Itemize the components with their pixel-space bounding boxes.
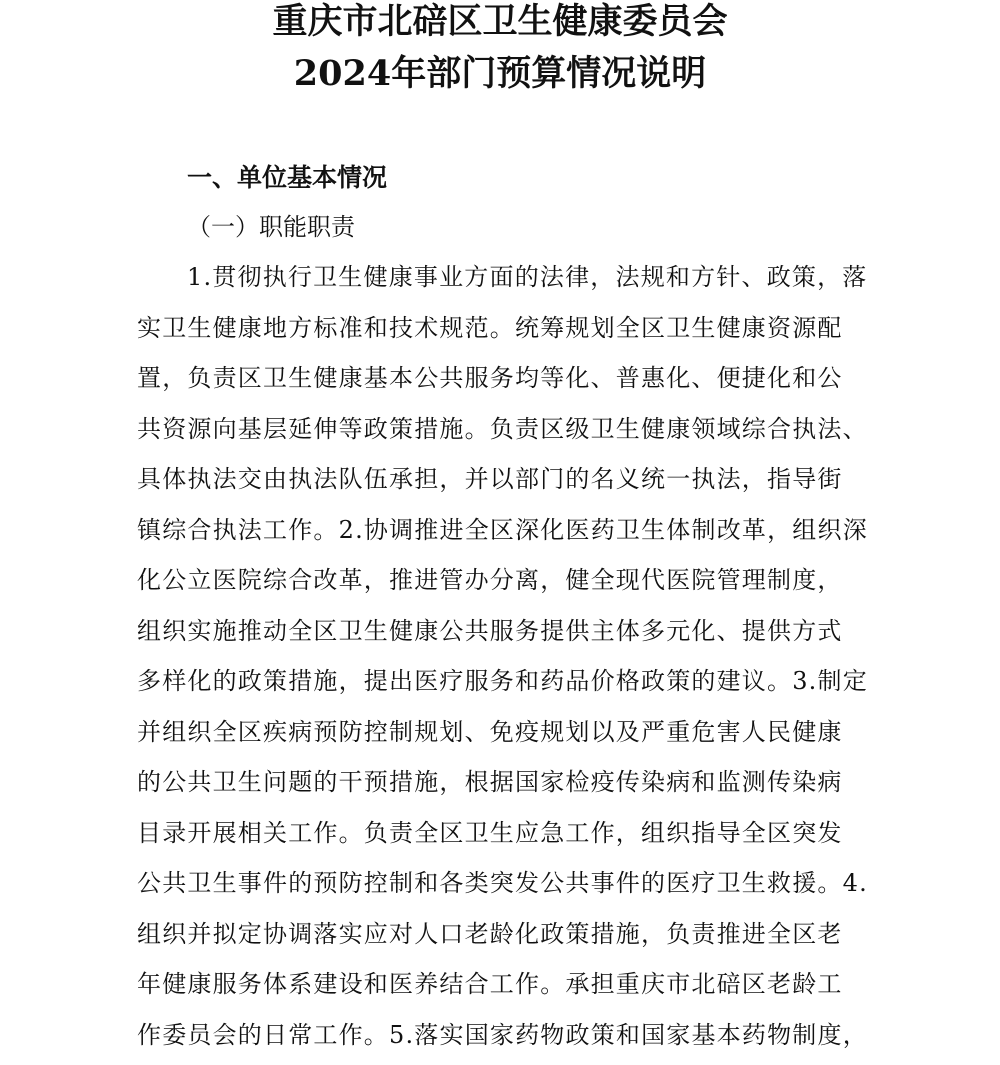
paragraph-body: [137, 257, 897, 1065]
paragraph-line: 镇综合执法工作。2.协调推进全区深化医药卫生体制改革，组织深: [137, 510, 897, 561]
paragraph-line: 共资源向基层延伸等政策措施。负责区级卫生健康领域综合执法、: [137, 409, 897, 460]
section-heading: 一、单位基本情况: [187, 160, 387, 196]
paragraph-line: 置，负责区卫生健康基本公共服务均等化、普惠化、便捷化和公: [137, 358, 897, 409]
paragraph-line: 1.贯彻执行卫生健康事业方面的法律，法规和方针、政策，落: [137, 257, 897, 308]
paragraph-line: 目录开展相关工作。负责全区卫生应急工作，组织指导全区突发: [137, 813, 897, 864]
document-title-line-2: 2024年部门预算情况说明: [0, 54, 1000, 94]
paragraph-line: 作委员会的日常工作。5.落实国家药物政策和国家基本药物制度，: [137, 1015, 897, 1065]
paragraph-line: 并组织全区疾病预防控制规划、免疫规划以及严重危害人民健康: [137, 712, 897, 763]
paragraph-line: 实卫生健康地方标准和技术规范。统筹规划全区卫生健康资源配: [137, 308, 897, 359]
paragraph-line: 化公立医院综合改革，推进管办分离，健全现代医院管理制度，: [137, 560, 897, 611]
paragraph-line: 多样化的政策措施，提出医疗服务和药品价格政策的建议。3.制定: [137, 661, 897, 712]
paragraph-line: 公共卫生事件的预防控制和各类突发公共事件的医疗卫生救援。4.: [137, 863, 897, 914]
document-title-line-1: 重庆市北碚区卫生健康委员会: [0, 2, 1000, 42]
paragraph-line: 年健康服务体系建设和医养结合工作。承担重庆市北碚区老龄工: [137, 964, 897, 1015]
paragraph-line: 的公共卫生问题的干预措施，根据国家检疫传染病和监测传染病: [137, 762, 897, 813]
subsection-heading: （一）职能职责: [187, 209, 355, 245]
paragraph-line: 组织实施推动全区卫生健康公共服务提供主体多元化、提供方式: [137, 611, 897, 662]
paragraph-line: 组织并拟定协调落实应对人口老龄化政策措施，负责推进全区老: [137, 914, 897, 965]
paragraph-line: 具体执法交由执法队伍承担，并以部门的名义统一执法，指导街: [137, 459, 897, 510]
